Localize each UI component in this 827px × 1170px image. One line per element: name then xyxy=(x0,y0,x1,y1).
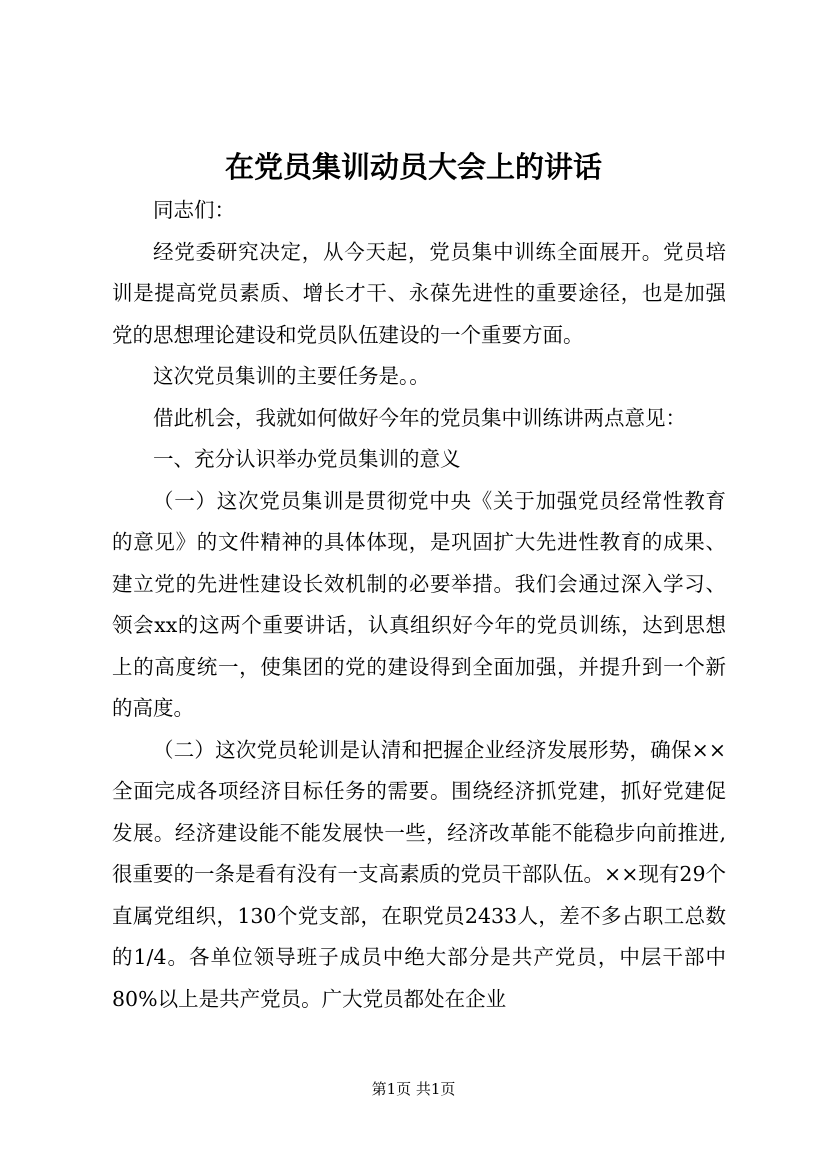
section-heading-1: 一、充分认识举办党员集训的意义 xyxy=(153,447,461,471)
salutation: 同志们： xyxy=(153,198,235,222)
paragraph-intro: 经党委研究决定，从今天起，党员集中训练全面展开。党员培训是提高党员素质、增长才干、永葆先进性的重要途径，也是加强党的思想理论建设和党员队伍建设的一个重要方面。 xyxy=(112,239,726,347)
document-body xyxy=(112,190,726,1020)
paragraph-point-2: （二）这次党员轮训是认清和把握企业经济发展形势，确保××全面完成各项经济目标任务的需要。围绕经济抓党建，抓好党建促发展。经济建设能不能发展快一些，经济改革能不能稳步向前推进,很重要的一条是看有没有一支高素质的党员干部队伍。××现有29个直属党组织，130个党支部，在职党员2433人，差不多占职工总数的1/4。各单位领导班子成员中绝大部分是共产党员，中层干部中80%以上是共产党员。广大党员都处在企业 xyxy=(112,737,726,1011)
page-footer: 第1页 共1页 xyxy=(371,1080,456,1098)
paragraph-point-1: （一）这次党员集训是贯彻党中央《关于加强党员经常性教育的意见》的文件精神的具体体现，是巩固扩大先进性教育的成果、建立党的先进性建设长效机制的必要举措。我们会通过深入学习、领会xx的这两个重要讲话，认真组织好今年的党员训练，达到思想上的高度统一，使集团的党的建设得到全面加强，并提升到一个新的高度。 xyxy=(112,488,726,720)
document-title: 在党员集训动员大会上的讲话 xyxy=(224,150,602,184)
paragraph-opinions: 借此机会，我就如何做好今年的党员集中训练讲两点意见： xyxy=(153,405,686,430)
paragraph-main-task: 这次党员集训的主要任务是。。 xyxy=(153,364,430,388)
